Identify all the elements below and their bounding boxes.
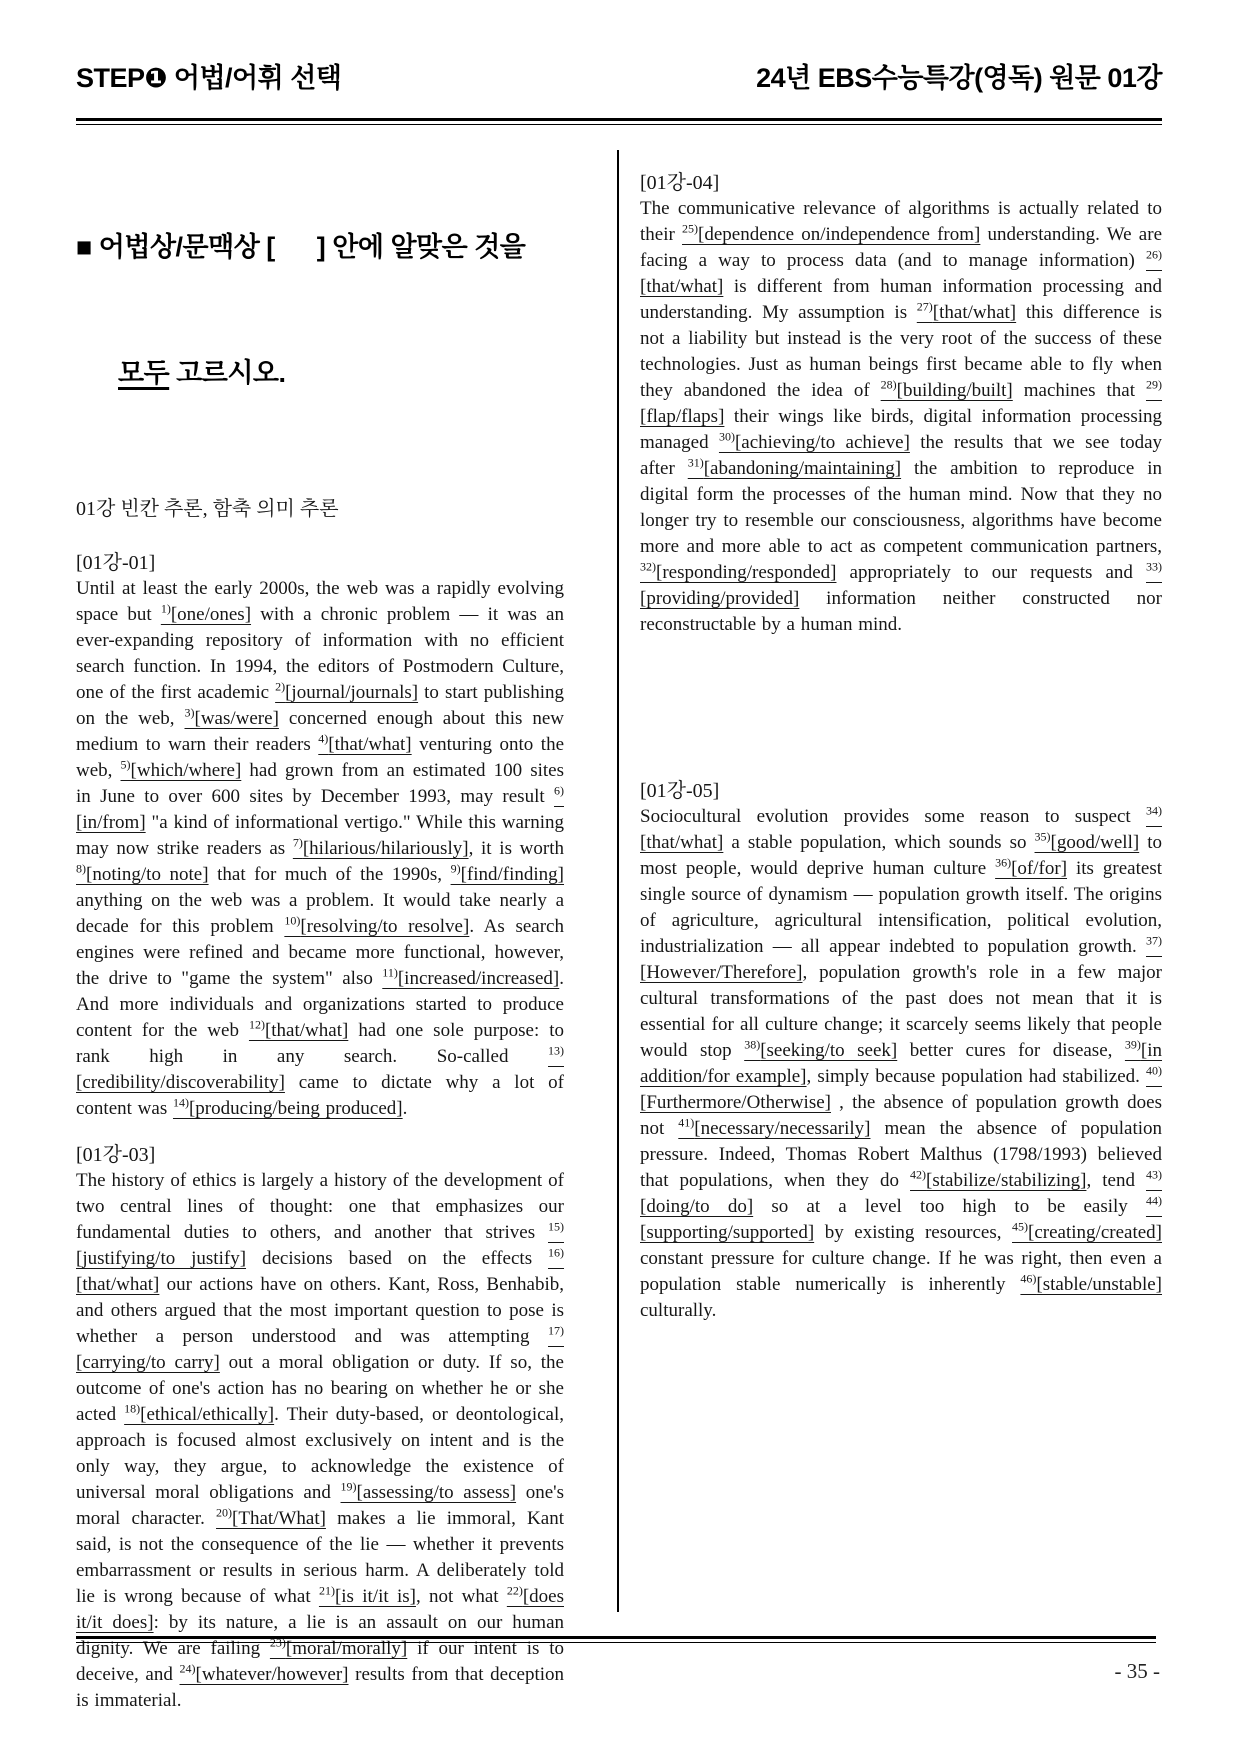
choice-option: $^{16)}$[that/what] [76, 1245, 565, 1295]
choice-option: $^{24)}$[whatever/however] [179, 1661, 349, 1685]
lesson-subtitle: 01강 빈칸 추론, 함축 의미 추론 [76, 498, 339, 520]
passage [640, 170, 1162, 638]
choice-number: 46) [1020, 1271, 1037, 1286]
instruction-line2 [76, 352, 564, 394]
choice-number: 26) [1146, 247, 1162, 262]
choice-number: 32) [640, 559, 656, 574]
choice-number: 5) [120, 757, 131, 772]
choice-number: 43) [1146, 1167, 1162, 1182]
passage-text: Sociocultural evolution provides some reason to suspect $^{34)}$[that/what] a stable population, which sounds so $^{35)}$[good/well] to most people, would deprive human culture $^{36)}$[of/for] its greatest single source of dynamism — population growth itself. The origins of agriculture, agricultural intensification, political evolution, industrialization — all appear indebted to population growth. $^{37)}$[However/Therefore], population growth's role in a few major cultural transformations of the past does not mean that it is essential for all culture change; it scarcely seems likely that people would stop $^{38)}$[seeking/to seek] better cures for disease, $^{39)}$[in addition/for example], simply because population had stabilized. $^{40)}$[Furthermore/Otherwise] , the absence of population growth does not $^{41)}$[necessary/necessarily] mean the absence of population pressure. Indeed, Thomas Robert Malthus (1798/1993) believed that populations, when they do $^{42)}$[stabilize/stabilizing], tend $^{43)}$[doing/to do] so at a level too high to be easily $^{44)}$[supporting/supported] by existing resources, $^{45)}$[creating/created] constant pressure for culture change. If he was right, then even a population stable numerically is inherently $^{46)}$[stable/unstable] culturally. [640, 803, 1163, 1321]
choice-number: 39) [1124, 1037, 1141, 1052]
choice-option: $^{38)}$[seeking/to seek] [744, 1037, 898, 1061]
choice-option: $^{41)}$[necessary/necessarily] [678, 1115, 871, 1139]
choice-number: 29) [1145, 377, 1162, 392]
choice-number: 10) [284, 913, 301, 928]
instruction-underlined-word: 모두 [118, 358, 170, 388]
choice-option: $^{9)}$[find/finding] [450, 861, 565, 885]
choice-option: $^{15)}$[justifying/to justify] [76, 1219, 564, 1269]
choice-option: $^{32)}$[responding/responded] [640, 559, 837, 583]
page-number: - 35 - [1114, 1659, 1160, 1683]
choice-number: 35) [1034, 829, 1051, 844]
passage-text: The history of ethics is largely a history of the development of two central lines of thought: one that emphasizes our fundamental duties to others, and another that strives $^{15)}$[justifying/to justify] decisions based on the effects $^{16)}$[that/what] our actions have on others. Kant, Ross, Benhabib, and others argued that the most important question to pose is whether a person understood and was attempting $^{17)}$[carrying/to carry] out a moral obligation or duty. If so, the outcome of one's action has no bearing on whether he or she acted $^{18)}$[ethical/ethically]. Their duty-based, or deontological, approach is focused almost exclusively on intent and is the only way, they argue, to acknowledge the existence of universal moral obligations and $^{19)}$[assessing/to assess] one's moral character. $^{20)}$[That/What] makes a lie immoral, Kant said, is not the consequence of the lie — whether it prevents embarrassment or results in serious harm. A deliberately told lie is wrong because of what $^{21)}$[is it/it is], not what $^{22)}$[does it/it does]: by its nature, a lie is an assault on our human dignity. We are failing $^{23)}$[moral/morally] if our intent is to deceive, and $^{24)}$[whatever/however] results from that deception is immaterial. [76, 1170, 565, 1711]
left-column [76, 142, 564, 1714]
choice-option: $^{33)}$[providing/provided] [640, 559, 1162, 609]
choice-option: $^{17)}$[carrying/to carry] [76, 1323, 564, 1373]
passage-text: The communicative relevance of algorithms is actually related to their $^{25)}$[dependence on/independence from] understanding. We are facing a way to process data (and to manage information) $^{26)}$[that/what] is different from human information processing and understanding. My assumption is $^{27)}$[that/what] this difference is not a liability but instead is the very root of the success of these technologies. Just as human beings first became able to fly when they abandoned the idea of $^{28)}$[building/built] machines that $^{29)}$[flap/flaps] their wings like birds, digital information processing managed $^{30)}$[achieving/to achieve] the results that we see today after $^{31)}$[abandoning/maintaining] the ambition to reproduce in digital form the processes of the human mind. Now that they no longer try to resemble our consciousness, algorithms have become more and more able to act as competent communication partners, $^{32)}$[responding/responded] appropriately to our requests and $^{33)}$[providing/provided] information neither constructed nor reconstructable by a human mind. [640, 198, 1163, 635]
choice-number: 24) [179, 1661, 196, 1676]
choice-number: 1) [160, 601, 171, 616]
choice-number: 19) [340, 1479, 357, 1494]
choice-option: $^{45)}$[creating/created] [1012, 1219, 1162, 1243]
choice-number: 38) [744, 1037, 761, 1052]
choice-option: $^{5)}$[which/where] [120, 757, 242, 781]
header-right-title: 24년 EBS수능특강(영독) 원문 01강 [756, 63, 1162, 93]
choice-number: 8) [76, 861, 86, 876]
choice-number: 3) [184, 705, 195, 720]
column-divider [617, 150, 619, 1612]
choice-number: 21) [318, 1583, 335, 1598]
choice-option: $^{22)}$[does it/it does] [76, 1583, 564, 1633]
choice-option: $^{14)}$[producing/being produced] [172, 1095, 403, 1119]
passage-id: [01강-05] [640, 780, 720, 802]
choice-number: 45) [1012, 1219, 1029, 1234]
choice-number: 20) [216, 1505, 233, 1520]
choice-number: 18) [124, 1401, 141, 1416]
choice-number: 25) [682, 221, 699, 236]
choice-number: 23) [269, 1635, 286, 1650]
choice-option: $^{12)}$[that/what] [248, 1017, 349, 1041]
right-passages [640, 170, 1162, 1324]
choice-option: $^{1)}$[one/ones] [160, 601, 252, 625]
choice-option: $^{23)}$[moral/morally] [269, 1635, 408, 1659]
passage [640, 778, 1162, 1324]
choice-option: $^{31)}$[abandoning/maintaining] [687, 455, 902, 479]
choice-number: 33) [1146, 559, 1162, 574]
choice-option: $^{8)}$[noting/to note] [76, 861, 209, 885]
choice-number: 11) [382, 965, 398, 980]
right-column [640, 142, 1162, 1324]
choice-number: 14) [172, 1095, 189, 1110]
passage [76, 550, 564, 1122]
choice-number: 34) [1146, 803, 1162, 818]
choice-number: 4) [318, 731, 329, 746]
choice-number: 41) [678, 1115, 695, 1130]
passage-id: [01강-03] [76, 1144, 156, 1166]
choice-number: 36) [995, 855, 1012, 870]
choice-number: 27) [916, 299, 933, 314]
choice-option: $^{36)}$[of/for] [995, 855, 1068, 879]
instruction-line2-rest: 고르시오. [169, 358, 286, 388]
choice-number: 37) [1146, 933, 1162, 948]
choice-option: $^{4)}$[that/what] [318, 731, 412, 755]
choice-option: $^{20)}$[That/What] [216, 1505, 326, 1529]
footer-rule [76, 1636, 1156, 1643]
choice-number: 13) [548, 1043, 564, 1058]
choice-option: $^{37)}$[However/Therefore] [640, 933, 1162, 983]
choice-option: $^{26)}$[that/what] [640, 247, 1162, 297]
instruction-heading [76, 142, 564, 478]
choice-option: $^{3)}$[was/were] [184, 705, 279, 729]
choice-number: 22) [506, 1583, 523, 1598]
choice-number: 9) [450, 861, 461, 876]
choice-option: $^{6)}$[in/from] [76, 783, 564, 833]
choice-option: $^{39)}$[in addition/for example] [640, 1037, 1163, 1087]
header-left-title: STEP❶ 어법/어휘 선택 [76, 63, 342, 93]
choice-number: 15) [548, 1219, 564, 1234]
choice-number: 7) [292, 835, 303, 850]
choice-number: 42) [910, 1167, 927, 1182]
passage-text: Until at least the early 2000s, the web was a rapidly evolving space but $^{1)}$[one/ones] with a chronic problem — it was an ever-expanding repository of information with no efficient search function. In 1994, the editors of Postmodern Culture, one of the first academic $^{2)}$[journal/journals] to start publishing on the web, $^{3)}$[was/were] concerned enough about this new medium to warn their readers $^{4)}$[that/what] venturing onto the web, $^{5)}$[which/where] had grown from an estimated 100 sites in June to over 600 sites by December 1993, may result $^{6)}$[in/from] "a kind of informational vertigo." While this warning may now strike readers as $^{7)}$[hilarious/hilariously], it is worth $^{8)}$[noting/to note] that for much of the 1990s, $^{9)}$[find/finding] anything on the web was a problem. It would take nearly a decade for this problem $^{10)}$[resolving/to resolve]. As search engines were refined and became more functional, however, the drive to "game the system" also $^{11)}$[increased/increased]. And more individuals and organizations started to produce content for the web $^{12)}$[that/what] had one sole purpose: to rank high in any search. So-called $^{13)}$[credibility/discoverability] came to dictate why a lot of content was $^{14)}$[producing/being produced]. [76, 578, 565, 1119]
choice-option: $^{2)}$[journal/journals] [275, 679, 419, 703]
choice-number: 17) [548, 1323, 564, 1338]
instruction-line1: ■ 어법상/문맥상 [ ] 안에 알맞은 것을 [76, 232, 526, 262]
choice-number: 40) [1146, 1063, 1162, 1078]
choice-option: $^{42)}$[stabilize/stabilizing] [910, 1167, 1087, 1191]
choice-option: $^{18)}$[ethical/ethically] [124, 1401, 275, 1425]
choice-option: $^{27)}$[that/what] [916, 299, 1017, 323]
choice-number: 6) [554, 783, 564, 798]
choice-option: $^{40)}$[Furthermore/Otherwise] [640, 1063, 1162, 1113]
choice-option: $^{25)}$[dependence on/independence from] [682, 221, 981, 245]
choice-option: $^{28)}$[building/built] [880, 377, 1013, 401]
choice-number: 30) [718, 429, 735, 444]
passage [76, 1142, 564, 1714]
choice-option: $^{34)}$[that/what] [640, 803, 1162, 853]
choice-option: $^{46)}$[stable/unstable] [1020, 1271, 1162, 1295]
choice-option: $^{11)}$[increased/increased] [382, 965, 560, 989]
choice-option: $^{21)}$[is it/it is] [318, 1583, 416, 1607]
choice-number: 31) [687, 455, 704, 470]
choice-option: $^{43)}$[doing/to do] [640, 1167, 1162, 1217]
choice-option: $^{44)}$[supporting/supported] [640, 1193, 1162, 1243]
choice-option: $^{30)}$[achieving/to achieve] [718, 429, 910, 453]
header-rule [76, 118, 1162, 125]
passage-id: [01강-04] [640, 172, 720, 194]
choice-number: 28) [880, 377, 897, 392]
choice-number: 16) [548, 1245, 565, 1260]
left-passages [76, 550, 564, 1714]
choice-option: $^{10)}$[resolving/to resolve] [284, 913, 470, 937]
choice-option: $^{29)}$[flap/flaps] [640, 377, 1162, 427]
choice-number: 44) [1145, 1193, 1162, 1208]
choice-number: 2) [275, 679, 286, 694]
choice-option: $^{7)}$[hilarious/hilariously] [292, 835, 469, 859]
choice-number: 12) [248, 1017, 265, 1032]
page-header [76, 56, 1162, 95]
choice-option: $^{19)}$[assessing/to assess] [340, 1479, 517, 1503]
passage-id: [01강-01] [76, 552, 156, 574]
choice-option: $^{35)}$[good/well] [1034, 829, 1140, 853]
choice-option: $^{13)}$[credibility/discoverability] [76, 1043, 564, 1093]
